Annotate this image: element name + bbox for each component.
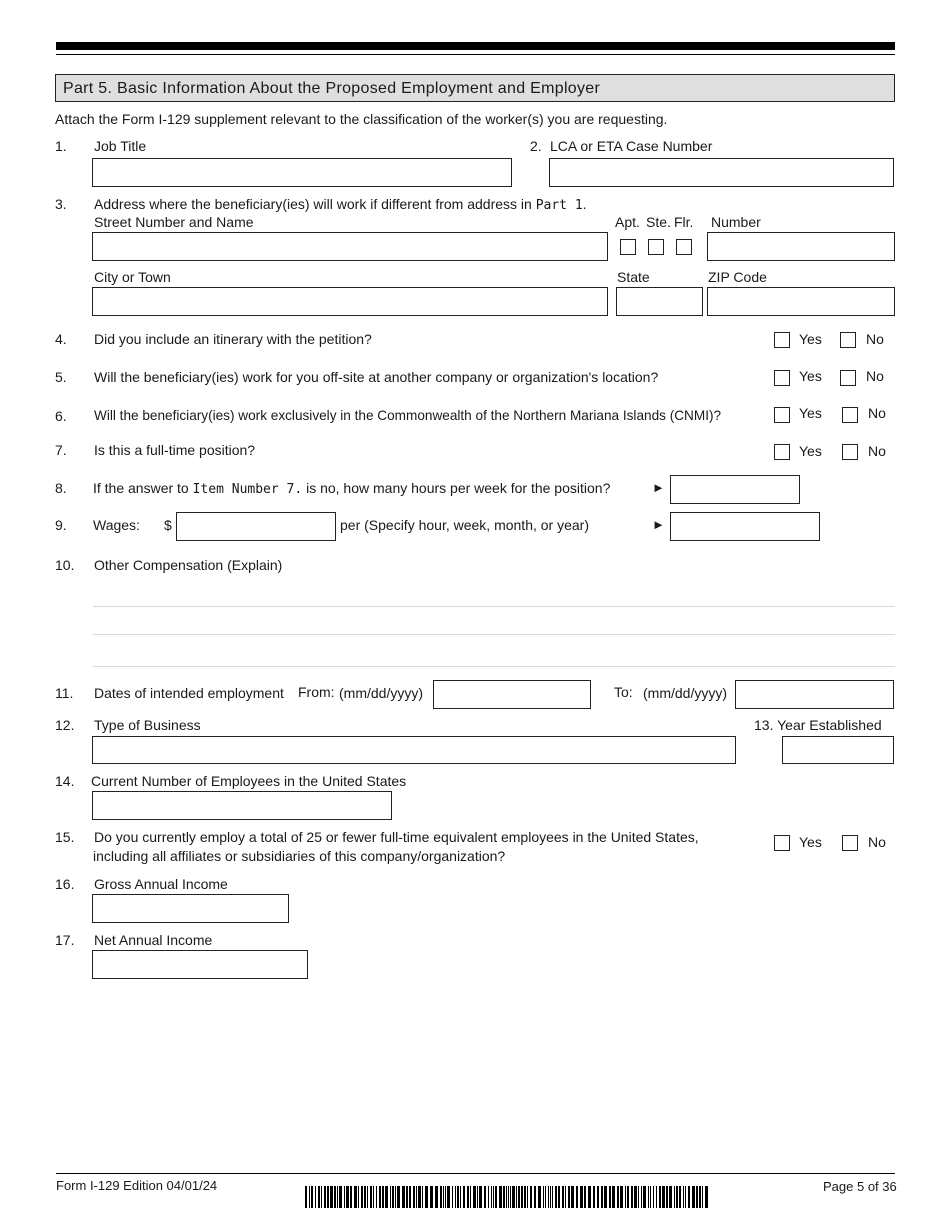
- top-thin-rule: [56, 54, 895, 55]
- q15-number: 15.: [55, 829, 75, 845]
- textarea-line: [93, 634, 895, 635]
- q4-yes-label: Yes: [799, 331, 822, 347]
- zip-label: ZIP Code: [708, 269, 767, 285]
- q17-number: 17.: [55, 932, 75, 948]
- q14-label: Current Number of Employees in the United States: [91, 773, 407, 789]
- q7-number: 7.: [55, 442, 67, 458]
- wages-input[interactable]: [176, 512, 336, 541]
- q4-no-label: No: [866, 331, 884, 347]
- from-date-input[interactable]: [433, 680, 591, 709]
- q4-label: Did you include an itinerary with the petition?: [94, 331, 372, 347]
- gross-income-input[interactable]: [92, 894, 289, 923]
- q3-label: [94, 196, 587, 214]
- q15-yes-checkbox[interactable]: [774, 835, 790, 851]
- q9-label: Wages:: [93, 517, 140, 533]
- apt-label: Apt.: [615, 214, 640, 230]
- business-type-input[interactable]: [92, 736, 736, 764]
- apt-checkbox[interactable]: [620, 239, 636, 255]
- other-compensation-textarea[interactable]: [93, 578, 895, 668]
- q2-number: 2.: [530, 138, 542, 154]
- year-established-input[interactable]: [782, 736, 894, 764]
- q5-no-checkbox[interactable]: [840, 370, 856, 386]
- q7-no-label: No: [868, 443, 886, 459]
- q15-yes-label: Yes: [799, 834, 822, 850]
- unit-number-label: Number: [711, 214, 761, 230]
- from-format-hint: (mm/dd/yyyy): [339, 685, 423, 701]
- wages-period-input[interactable]: [670, 512, 820, 541]
- q4-number: 4.: [55, 331, 67, 347]
- q3-label-ref: Part 1: [535, 198, 583, 213]
- q6-label: Will the beneficiary(ies) work exclusively in the Commonwealth of the Northern Mariana Islands (CNMI)?: [94, 408, 722, 423]
- q8-label-suffix: is no, how many hours per week for the position?: [306, 480, 611, 496]
- textarea-line: [93, 606, 895, 607]
- q9-number: 9.: [55, 517, 67, 533]
- ste-checkbox[interactable]: [648, 239, 664, 255]
- q8-label-ref: Item Number 7.: [192, 482, 303, 497]
- to-label: To:: [614, 684, 633, 700]
- state-label: State: [617, 269, 650, 285]
- q5-number: 5.: [55, 369, 67, 385]
- q6-no-checkbox[interactable]: [842, 407, 858, 423]
- q4-yes-checkbox[interactable]: [774, 332, 790, 348]
- q5-no-label: No: [866, 368, 884, 384]
- barcode: [305, 1186, 713, 1208]
- q12-number: 12.: [55, 717, 75, 733]
- footer-page-number: Page 5 of 36: [823, 1179, 897, 1194]
- textarea-line: [93, 666, 895, 667]
- q6-yes-checkbox[interactable]: [774, 407, 790, 423]
- q15-line1: Do you currently employ a total of 25 or fewer full-time equivalent employees in the United States,: [94, 829, 699, 845]
- lca-case-number-input[interactable]: [549, 158, 894, 187]
- flr-checkbox[interactable]: [676, 239, 692, 255]
- q6-yes-label: Yes: [799, 405, 822, 421]
- unit-number-input[interactable]: [707, 232, 895, 261]
- street-input[interactable]: [92, 232, 608, 261]
- city-label: City or Town: [94, 269, 171, 285]
- q10-number: 10.: [55, 557, 75, 573]
- state-select[interactable]: [616, 287, 703, 316]
- q8-label-prefix: If the answer to: [93, 480, 189, 496]
- q8-number: 8.: [55, 480, 67, 496]
- to-date-input[interactable]: [735, 680, 894, 709]
- part-header: [55, 74, 895, 102]
- q9-arrow-icon: ►: [652, 517, 665, 532]
- q3-number: 3.: [55, 196, 67, 212]
- part-title: Part 5. Basic Information About the Proposed Employment and Employer: [63, 80, 601, 97]
- q7-yes-checkbox[interactable]: [774, 444, 790, 460]
- q15-line2: including all affiliates or subsidiaries of this company/organization?: [93, 848, 506, 864]
- q14-number: 14.: [55, 773, 75, 789]
- city-input[interactable]: [92, 287, 608, 316]
- q11-number: 11.: [55, 685, 74, 701]
- q5-yes-checkbox[interactable]: [774, 370, 790, 386]
- q2-label: LCA or ETA Case Number: [550, 138, 713, 154]
- q13-label: 13. Year Established: [754, 717, 882, 733]
- q7-label: Is this a full-time position?: [94, 442, 256, 458]
- intro-text: Attach the Form I-129 supplement relevant to the classification of the worker(s) you are requesting.: [55, 111, 668, 127]
- street-label: Street Number and Name: [94, 214, 254, 230]
- q10-label: Other Compensation (Explain): [94, 557, 283, 573]
- from-label: From:: [298, 684, 335, 700]
- q15-no-checkbox[interactable]: [842, 835, 858, 851]
- q12-label: Type of Business: [94, 717, 201, 733]
- q3-label-suffix: .: [582, 196, 587, 212]
- q8-label: [93, 480, 610, 498]
- q5-label: Will the beneficiary(ies) work for you off-site at another company or organization's location?: [94, 369, 659, 385]
- footer-rule: [56, 1173, 895, 1174]
- q11-label: Dates of intended employment: [94, 685, 284, 701]
- q16-number: 16.: [55, 876, 75, 892]
- employee-count-input[interactable]: [92, 791, 392, 820]
- net-income-input[interactable]: [92, 950, 308, 979]
- q1-label: Job Title: [94, 138, 147, 154]
- to-format-hint: (mm/dd/yyyy): [643, 685, 727, 701]
- flr-label: Flr.: [674, 214, 694, 230]
- q15-no-label: No: [868, 834, 886, 850]
- wages-per-label: per (Specify hour, week, month, or year): [340, 517, 589, 533]
- job-title-input[interactable]: [92, 158, 512, 187]
- q7-yes-label: Yes: [799, 443, 822, 459]
- q6-no-label: No: [868, 405, 886, 421]
- q16-label: Gross Annual Income: [94, 876, 228, 892]
- footer-form-edition: Form I-129 Edition 04/01/24: [56, 1178, 218, 1193]
- q5-yes-label: Yes: [799, 368, 822, 384]
- zip-input[interactable]: [707, 287, 895, 316]
- q1-number: 1.: [55, 138, 67, 154]
- q3-label-prefix: Address where the beneficiary(ies) will work if different from address in: [94, 196, 532, 212]
- q7-no-checkbox[interactable]: [842, 444, 858, 460]
- q6-number: 6.: [55, 408, 67, 424]
- currency-symbol: $: [164, 517, 172, 533]
- q4-no-checkbox[interactable]: [840, 332, 856, 348]
- q17-label: Net Annual Income: [94, 932, 213, 948]
- top-thick-rule: [56, 42, 895, 50]
- q8-arrow-icon: ►: [652, 480, 665, 495]
- ste-label: Ste.: [646, 214, 671, 230]
- hours-per-week-input[interactable]: [670, 475, 800, 504]
